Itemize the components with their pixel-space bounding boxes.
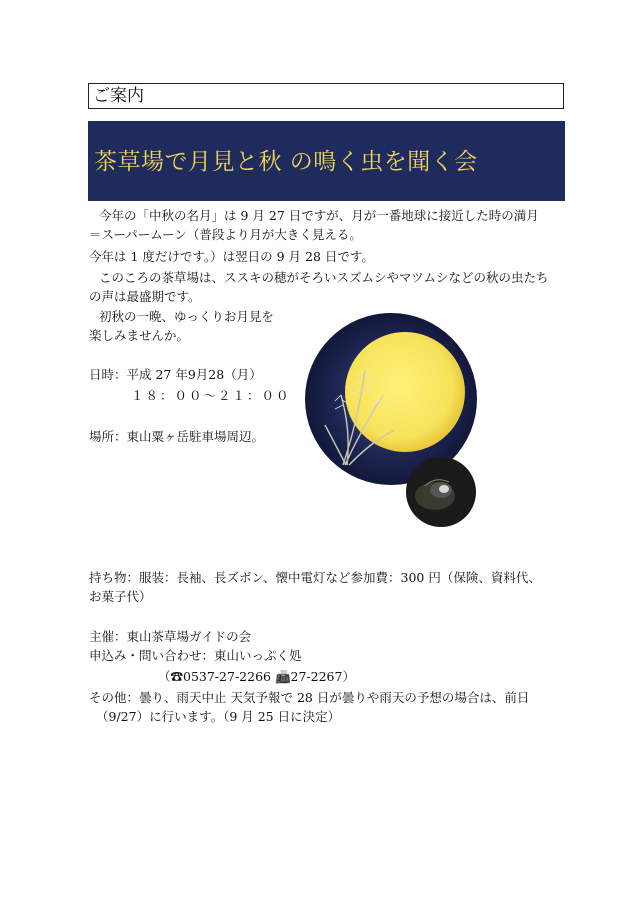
datetime-time: １８：００～２１：００: [131, 388, 291, 403]
place-text: 場所：東山粟ヶ岳駐車場周辺。: [89, 429, 265, 444]
guide-label: ご案内: [93, 86, 144, 106]
title-banner: [88, 121, 565, 201]
guide-label-box: [88, 83, 564, 109]
other-line-1: その他：曇り、雨天中止 天気予報で 28 日が曇りや雨天の予想の場合は、前日: [89, 690, 530, 705]
intro-line-6: 初秋の一晩、ゆっくりお月見を: [99, 309, 274, 324]
items-line-2: お菓子代）: [89, 589, 152, 604]
datetime-label: 日時：平成 27 年9月28（月）: [89, 367, 262, 382]
intro-line-1: 今年の「中秋の名月」は 9 月 27 日ですが、月が一番地球に接近した時の満月: [99, 208, 539, 223]
intro-line-4: このころの茶草場は、ススキの穂がそろいスズムシやマツムシなどの秋の虫たち: [99, 270, 549, 285]
intro-line-7: 楽しみませんか。: [89, 328, 190, 343]
contact-phones: （☎0537-27-2266 📠27-2267）: [158, 669, 355, 684]
organizer-text: 主催：東山茶草場ガイドの会: [89, 629, 252, 644]
other-line-2: （9/27）に行います。（9 月 25 日に決定）: [96, 709, 341, 724]
contact-text: 申込み・問い合わせ：東山いっぷく処: [89, 648, 302, 663]
items-line-1: 持ち物：服装：長袖、長ズボン、懐中電灯など参加費：300 円（保険、資料代、: [89, 570, 541, 585]
intro-line-2: ＝スーパームーン（普段より月が大きく見える。: [89, 227, 362, 242]
event-title: 茶草場で月見と秋 の鳴く虫を聞く会: [94, 149, 478, 175]
insect-image: [405, 456, 477, 528]
intro-line-5: の声は最盛期です。: [89, 289, 201, 304]
intro-line-3: 今年は 1 度だけです。）は翌日の 9 月 28 日です。: [89, 249, 374, 264]
